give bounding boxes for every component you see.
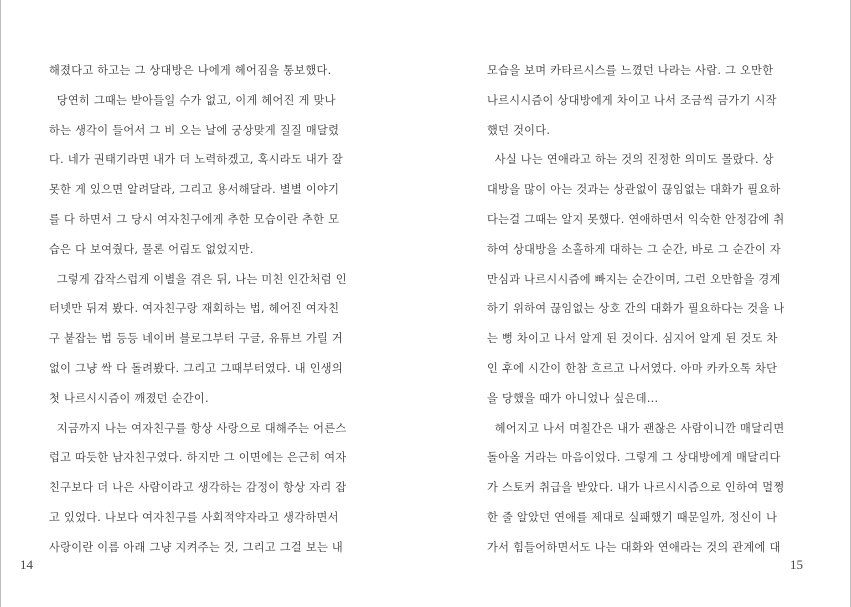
text-line: 다는걸 그때는 알지 못했다. 연애하면서 익숙한 안정감에 취 (487, 212, 785, 226)
text-line: 해졌다고 하고는 그 상대방은 나에게 헤어짐을 통보했다. (49, 64, 332, 77)
text-line: 습은 다 보여줬다, 물론 어림도 없었지만. (49, 242, 254, 256)
text-line: 고 있었다. 나보다 여자친구를 사회적약자라고 생각하면서 (49, 510, 339, 524)
text-line: 나르시시즘이 상대방에게 차이고 나서 조금씩 금가기 시작 (487, 93, 777, 107)
text-line: 럽고 따듯한 남자친구였다. 하지만 그 이면에는 은근히 여자 (49, 451, 347, 465)
text-line: 첫 나르시시즘이 깨졌던 순간이. (49, 391, 209, 405)
page-number: 15 (790, 557, 803, 572)
text-line: 하여 상대방을 소홀하게 대하는 그 순간, 바로 그 순간이 자 (487, 242, 782, 256)
text-line: 대방을 많이 아는 것과는 상관없이 끊임없는 대화가 필요하 (487, 183, 781, 197)
right-page-body (487, 56, 805, 563)
text-line: 헤어지고 나서 며칠간은 내가 괜찮은 사람이니깐 매달리면 (487, 421, 785, 435)
text-line: 한 줄 알았던 연애를 제대로 실패했기 때문일까, 정신이 나 (487, 510, 778, 524)
right-page (426, 0, 851, 607)
text-line: 사랑이란 이름 아래 그냥 지켜주는 것, 그리고 그걸 보는 내 (49, 540, 344, 554)
text-line: 친구보다 더 나은 사람이라고 생각하는 감정이 항상 자리 잡 (49, 481, 347, 495)
left-page-body (49, 56, 367, 563)
text-line: 돌아올 거라는 마음이었다. 그렇게 그 상대방에게 매달리다 (487, 451, 781, 465)
text-line: 하는 생각이 들어서 그 비 오는 날에 궁상맞게 질질 매달렸 (49, 123, 340, 137)
text-line: 터넷만 뒤져 봤다. 여자친구랑 재회하는 법, 헤어진 여자친 (49, 302, 340, 316)
text-line: 하기 위하여 끊임없는 상호 간의 대화가 필요하다는 것을 나 (487, 302, 785, 316)
text-line: 했던 것이다. (487, 123, 551, 137)
text-line: 는 뻥 차이고 나서 알게 된 것이다. 심지어 알게 된 것도 차 (487, 332, 778, 346)
text-line: 못한 게 있으면 알려달라, 그리고 용서해달라. 별별 이야기 (49, 183, 340, 197)
text-line: 당연히 그때는 받아들일 수가 없고, 이게 헤어진 게 맞나 (49, 93, 336, 107)
text-line: 만심과 나르시시즘에 빠지는 순간이며, 그런 오만함을 경계 (487, 272, 781, 286)
text-line: 그렇게 갑작스럽게 이별을 겪은 뒤, 나는 미친 인간처럼 인 (49, 272, 347, 286)
page-number: 14 (20, 557, 33, 572)
text-line: 사실 나는 연애라고 하는 것의 진정한 의미도 몰랐다. 상 (487, 153, 774, 167)
text-line: 구 붙잡는 법 등등 네이버 블로그부터 구글, 유튜브 가릴 거 (49, 332, 344, 346)
left-page (1, 0, 426, 607)
text-line: 가서 힘들어하면서도 나는 대화와 연애라는 것의 관계에 대 (487, 540, 781, 554)
text-line: 지금까지 나는 여자친구를 항상 사랑으로 대해주는 어른스 (49, 421, 347, 435)
text-line: 없이 그냥 싹 다 돌려봤다. 그리고 그때부터였다. 내 인생의 (49, 361, 344, 375)
text-line: 다. 네가 권태기라면 내가 더 노력하겠고, 혹시라도 내가 잘 (49, 153, 344, 167)
text-line: 모습을 보며 카타르시스를 느꼈던 나라는 사람. 그 오만한 (487, 64, 774, 77)
text-line: 를 다 하면서 그 당시 여자친구에게 추한 모습이란 추한 모 (49, 212, 340, 226)
text-line: 인 후에 시간이 한참 흐르고 나서였다. 아마 카카오톡 차단 (487, 361, 778, 375)
text-line: 을 당했을 때가 아니었나 싶은데... (487, 391, 659, 405)
text-line: 가 스토커 취급을 받았다. 내가 나르시시즘으로 인하여 멀쩡 (487, 481, 785, 495)
